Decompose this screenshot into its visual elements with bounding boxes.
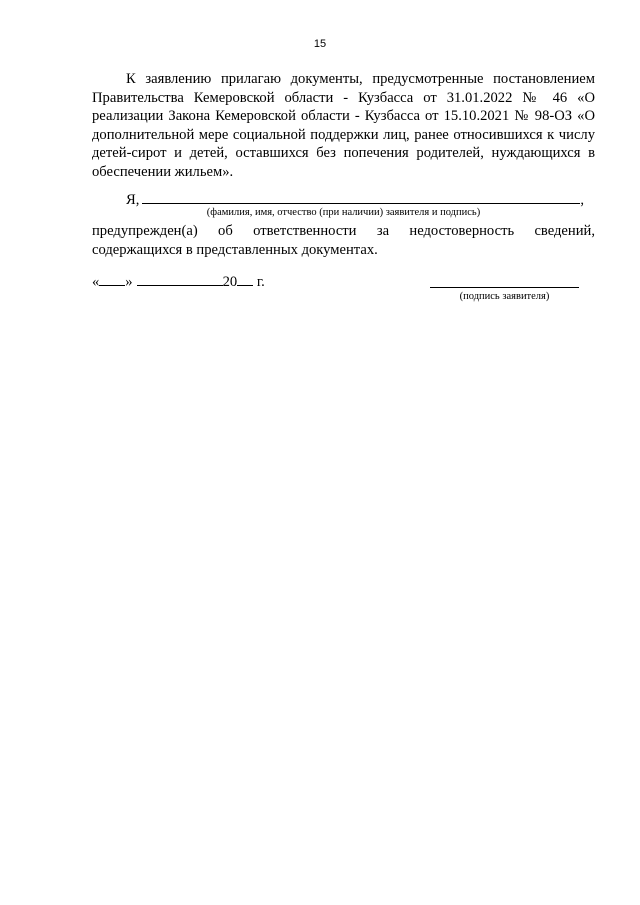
date-line [92,272,265,292]
page-number: 15 [313,38,327,50]
signature-blank-field[interactable] [430,287,579,288]
signature-hint: (подпись заявителя) [459,291,550,302]
day-blank-field[interactable] [99,272,125,286]
fio-blank-field[interactable] [142,190,580,204]
attachments-paragraph: К заявлению прилагаю документы, предусмотренные постановлением Правительства Кемеровской области - Кузбасса от 31.01.2022 № 46 «О реализации Закона Кемеровской области - Кузбасса от 15.10.2021 № 98-ОЗ «О дополнительной мере социальной поддержки лиц, ранее относившихся к числу детей-сирот и детей, оставшихся без попечения родителей, нуждающихся в обеспечении жильем». [92,71,595,180]
warning-paragraph: предупрежден(а) об ответственности за недостоверность сведений, содержащихся в представленных документах. [92,223,595,258]
quote-close: » [125,274,133,290]
fio-comma: , [580,192,585,208]
quote-open: « [92,274,100,290]
fio-label: Я, [126,192,140,208]
year-suffix: г. [253,274,265,290]
month-blank-field[interactable] [137,272,223,286]
fio-hint: (фамилия, имя, отчество (при наличии) заявителя и подпись) [206,207,481,218]
year-prefix: 20 [222,274,238,290]
year-blank-field[interactable] [237,272,253,286]
